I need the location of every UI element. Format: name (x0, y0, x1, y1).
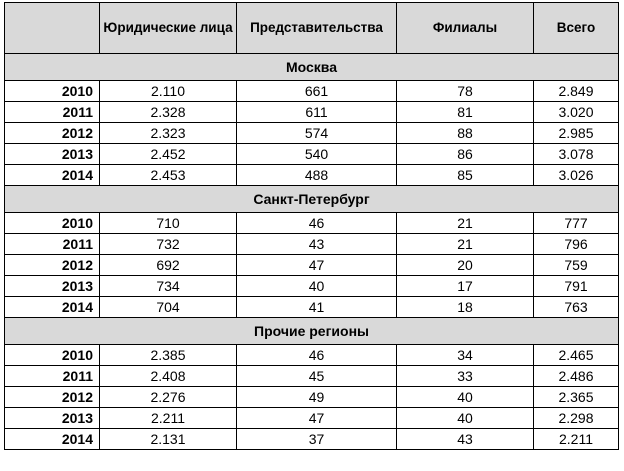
header-representative-offices: Представительства (237, 3, 397, 54)
header-year (5, 3, 100, 54)
branches-cell: 88 (397, 123, 534, 144)
total-cell: 3.020 (534, 102, 619, 123)
year-cell: 2013 (5, 144, 100, 165)
total-cell: 2.211 (534, 429, 619, 450)
header-total: Всего (534, 3, 619, 54)
table-row (5, 102, 619, 123)
legal-entities-cell: 2.110 (100, 81, 237, 102)
representative-offices-cell: 488 (237, 165, 397, 186)
section-title: Санкт-Петербург (5, 186, 619, 213)
year-cell: 2013 (5, 408, 100, 429)
year-cell: 2012 (5, 255, 100, 276)
table-row (5, 366, 619, 387)
representative-offices-cell: 37 (237, 429, 397, 450)
total-cell: 3.078 (534, 144, 619, 165)
branches-cell: 17 (397, 276, 534, 297)
branches-cell: 18 (397, 297, 534, 318)
branches-cell: 40 (397, 387, 534, 408)
table-row (5, 165, 619, 186)
section-row (5, 186, 619, 213)
total-cell: 2.365 (534, 387, 619, 408)
branches-cell: 81 (397, 102, 534, 123)
section-title: Прочие регионы (5, 318, 619, 345)
year-cell: 2012 (5, 387, 100, 408)
table-row (5, 408, 619, 429)
legal-entities-cell: 692 (100, 255, 237, 276)
total-cell: 791 (534, 276, 619, 297)
year-cell: 2010 (5, 213, 100, 234)
representative-offices-cell: 40 (237, 276, 397, 297)
table-row (5, 255, 619, 276)
branches-cell: 33 (397, 366, 534, 387)
branches-cell: 21 (397, 234, 534, 255)
branches-cell: 43 (397, 429, 534, 450)
legal-entities-cell: 2.131 (100, 429, 237, 450)
header-branches: Филиалы (397, 3, 534, 54)
branches-cell: 85 (397, 165, 534, 186)
section-row (5, 54, 619, 81)
year-cell: 2010 (5, 81, 100, 102)
legal-entities-cell: 2.276 (100, 387, 237, 408)
statistics-table (4, 2, 619, 450)
year-cell: 2014 (5, 165, 100, 186)
total-cell: 2.486 (534, 366, 619, 387)
total-cell: 2.298 (534, 408, 619, 429)
table-row (5, 144, 619, 165)
legal-entities-cell: 2.385 (100, 345, 237, 366)
branches-cell: 34 (397, 345, 534, 366)
legal-entities-cell: 732 (100, 234, 237, 255)
year-cell: 2013 (5, 276, 100, 297)
table-row (5, 213, 619, 234)
year-cell: 2011 (5, 102, 100, 123)
branches-cell: 86 (397, 144, 534, 165)
total-cell: 763 (534, 297, 619, 318)
legal-entities-cell: 2.211 (100, 408, 237, 429)
year-cell: 2014 (5, 429, 100, 450)
representative-offices-cell: 45 (237, 366, 397, 387)
representative-offices-cell: 540 (237, 144, 397, 165)
total-cell: 2.985 (534, 123, 619, 144)
branches-cell: 40 (397, 408, 534, 429)
table-row (5, 429, 619, 450)
section-title: Москва (5, 54, 619, 81)
representative-offices-cell: 661 (237, 81, 397, 102)
representative-offices-cell: 41 (237, 297, 397, 318)
representative-offices-cell: 43 (237, 234, 397, 255)
header-legal-entities: Юридические лица (100, 3, 237, 54)
table-row (5, 345, 619, 366)
total-cell: 3.026 (534, 165, 619, 186)
table-row (5, 276, 619, 297)
representative-offices-cell: 611 (237, 102, 397, 123)
representative-offices-cell: 46 (237, 213, 397, 234)
total-cell: 2.465 (534, 345, 619, 366)
legal-entities-cell: 704 (100, 297, 237, 318)
year-cell: 2010 (5, 345, 100, 366)
representative-offices-cell: 46 (237, 345, 397, 366)
year-cell: 2014 (5, 297, 100, 318)
legal-entities-cell: 2.453 (100, 165, 237, 186)
total-cell: 759 (534, 255, 619, 276)
table-row (5, 81, 619, 102)
branches-cell: 20 (397, 255, 534, 276)
representative-offices-cell: 574 (237, 123, 397, 144)
legal-entities-cell: 2.328 (100, 102, 237, 123)
year-cell: 2011 (5, 366, 100, 387)
branches-cell: 78 (397, 81, 534, 102)
branches-cell: 21 (397, 213, 534, 234)
legal-entities-cell: 2.323 (100, 123, 237, 144)
total-cell: 2.849 (534, 81, 619, 102)
legal-entities-cell: 2.408 (100, 366, 237, 387)
legal-entities-cell: 710 (100, 213, 237, 234)
section-row (5, 318, 619, 345)
year-cell: 2011 (5, 234, 100, 255)
header-row (5, 3, 619, 54)
legal-entities-cell: 2.452 (100, 144, 237, 165)
year-cell: 2012 (5, 123, 100, 144)
total-cell: 777 (534, 213, 619, 234)
table-row (5, 387, 619, 408)
table-body (5, 54, 619, 450)
total-cell: 796 (534, 234, 619, 255)
representative-offices-cell: 49 (237, 387, 397, 408)
representative-offices-cell: 47 (237, 408, 397, 429)
representative-offices-cell: 47 (237, 255, 397, 276)
table-row (5, 123, 619, 144)
table-row (5, 297, 619, 318)
legal-entities-cell: 734 (100, 276, 237, 297)
table-row (5, 234, 619, 255)
